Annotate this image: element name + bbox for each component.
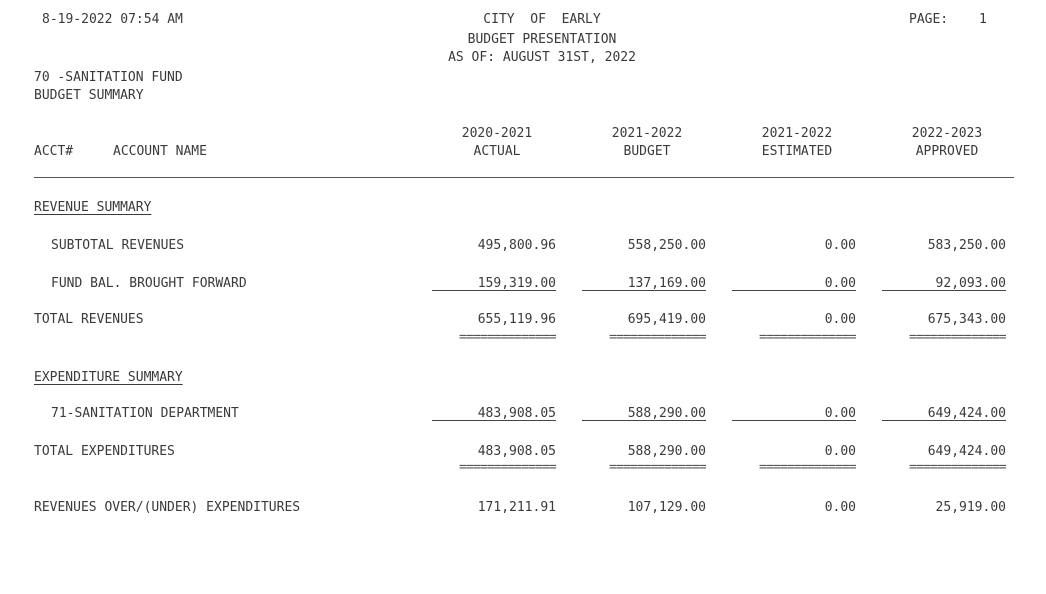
total-expenditures-double-rule: ============== <box>759 464 856 472</box>
report-title: BUDGET PRESENTATION <box>467 32 617 47</box>
revenue-section-title: REVENUE SUMMARY <box>34 200 152 215</box>
fund-bal-label: FUND BAL. BROUGHT FORWARD <box>51 276 247 291</box>
fund-bal-approved: 92,093.00 <box>935 276 1006 291</box>
total-revenues-double-rule: ============== <box>609 334 706 342</box>
subtotal-revenues-approved: 583,250.00 <box>927 238 1006 253</box>
dept-rule-actual <box>432 420 556 421</box>
total-revenues-actual: 655,119.96 <box>477 312 556 327</box>
report-as-of: AS OF: AUGUST 31ST, 2022 <box>448 50 636 65</box>
total-expenditures-double-rule: ============== <box>909 464 1006 472</box>
total-revenues-budget: 695,419.00 <box>627 312 706 327</box>
col-header-account-name: ACCOUNT NAME <box>113 144 207 159</box>
dept-rule-estimated <box>732 420 856 421</box>
fund-bal-rule-actual <box>432 290 556 291</box>
fund-bal-rule-estimated <box>732 290 856 291</box>
total-revenues-estimated: 0.00 <box>824 312 856 327</box>
net-actual: 171,211.91 <box>477 500 556 515</box>
total-expenditures-double-rule: ============== <box>459 464 556 472</box>
sanitation-dept-estimated: 0.00 <box>824 406 856 421</box>
net-estimated: 0.00 <box>824 500 856 515</box>
fund-bal-rule-budget <box>582 290 706 291</box>
subtotal-revenues-estimated: 0.00 <box>824 238 856 253</box>
page-label: PAGE: <box>909 12 949 27</box>
subtotal-revenues-actual: 495,800.96 <box>477 238 556 253</box>
city-name: CITY OF EARLY <box>483 12 601 27</box>
sanitation-dept-label: 71-SANITATION DEPARTMENT <box>51 406 239 421</box>
col-header-budget-year: 2021-2022 <box>611 126 683 141</box>
fund-subtitle: BUDGET SUMMARY <box>34 88 144 103</box>
total-revenues-double-rule: ============== <box>909 334 1006 342</box>
fund-name: 70 -SANITATION FUND <box>34 70 183 85</box>
total-revenues-double-rule: ============== <box>459 334 556 342</box>
col-header-acct: ACCT# <box>34 144 74 159</box>
col-header-actual: ACTUAL <box>473 144 521 159</box>
col-header-estimated: ESTIMATED <box>761 144 833 159</box>
sanitation-dept-budget: 588,290.00 <box>627 406 706 421</box>
total-expenditures-estimated: 0.00 <box>824 444 856 459</box>
total-expenditures-label: TOTAL EXPENDITURES <box>34 444 175 459</box>
total-expenditures-approved: 649,424.00 <box>927 444 1006 459</box>
subtotal-revenues-label: SUBTOTAL REVENUES <box>51 238 185 253</box>
page-number: 1 <box>979 12 987 27</box>
dept-rule-budget <box>582 420 706 421</box>
total-revenues-approved: 675,343.00 <box>927 312 1006 327</box>
net-approved: 25,919.00 <box>935 500 1006 515</box>
col-header-approved: APPROVED <box>915 144 979 159</box>
fund-bal-rule-approved <box>882 290 1006 291</box>
fund-bal-actual: 159,319.00 <box>477 276 556 291</box>
net-budget: 107,129.00 <box>627 500 706 515</box>
dept-rule-approved <box>882 420 1006 421</box>
header-divider <box>34 177 1014 178</box>
total-revenues-double-rule: ============== <box>759 334 856 342</box>
sanitation-dept-actual: 483,908.05 <box>477 406 556 421</box>
col-header-budget: BUDGET <box>623 144 671 159</box>
expenditure-section-title: EXPENDITURE SUMMARY <box>34 370 183 385</box>
col-header-actual-year: 2020-2021 <box>461 126 533 141</box>
fund-bal-estimated: 0.00 <box>824 276 856 291</box>
total-expenditures-actual: 483,908.05 <box>477 444 556 459</box>
total-expenditures-budget: 588,290.00 <box>627 444 706 459</box>
col-header-approved-year: 2022-2023 <box>911 126 983 141</box>
subtotal-revenues-budget: 558,250.00 <box>627 238 706 253</box>
net-label: REVENUES OVER/(UNDER) EXPENDITURES <box>34 500 301 515</box>
col-header-estimated-year: 2021-2022 <box>761 126 833 141</box>
total-expenditures-double-rule: ============== <box>609 464 706 472</box>
sanitation-dept-approved: 649,424.00 <box>927 406 1006 421</box>
report-datetime: 8-19-2022 07:54 AM <box>42 12 183 27</box>
fund-bal-budget: 137,169.00 <box>627 276 706 291</box>
total-revenues-label: TOTAL REVENUES <box>34 312 144 327</box>
